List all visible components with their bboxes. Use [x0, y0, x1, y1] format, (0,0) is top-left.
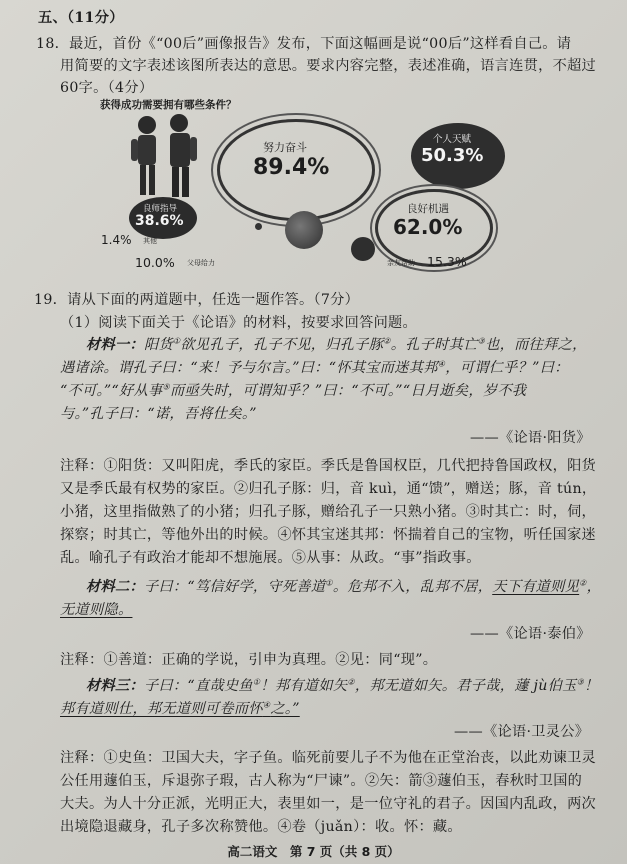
parents-label: 父母给力 — [187, 259, 215, 267]
other-label: 其他 — [143, 237, 157, 245]
friends-bubble — [351, 237, 375, 261]
friends-label: 亲友帮助 — [387, 259, 415, 267]
talent-label: 个人天赋 — [433, 134, 472, 145]
note3-line-1: 注释：①史鱼：卫国大夫，字子鱼。临死前要儿子不为他在正堂治丧，以此劝谏卫灵 — [60, 750, 597, 766]
opportunity-value: 62.0% — [393, 215, 463, 239]
parents-value: 10.0% — [135, 255, 175, 270]
success-conditions-infographic — [95, 97, 515, 275]
m1-line-2: 遇诸涂。谓孔子曰：“来！予与尔言。”曰：“怀其宝而迷其邦④，可谓仁乎？”曰： — [60, 359, 569, 376]
other-dot — [255, 223, 262, 230]
m3-line-2: 邦有道则仕，邦无道则可卷而怀④之。” — [60, 700, 300, 717]
parents-bubble — [285, 211, 323, 249]
infographic-title: 获得成功需要拥有哪些条件？ — [100, 99, 237, 111]
q18-line-2: 用简要的文字表述该图所表达的意思。要求内容完整，表述准确，语言连贯，不超过 — [60, 58, 597, 74]
m2-source: ——《论语·泰伯》 — [470, 626, 591, 642]
q18-line-3: 60字。（4分） — [60, 80, 154, 96]
two-people-illustration — [125, 111, 205, 203]
q18-line-1: 18．最近，首份《“00后”画像报告》发布，下面这幅画是说“00后”这样看自己。请 — [36, 36, 572, 52]
friends-value: 15.3% — [427, 254, 467, 269]
page-footer: 高二语文 第 7 页（共 8 页） — [227, 844, 400, 859]
m1-line-3: “不可。”“好从事⑤而亟失时，可谓知乎？”曰：“不可。”“日月逝矣，岁不我 — [60, 382, 527, 399]
note3-line-2: 公任用蘧伯玉，斥退弥子瑕，古人称为“尸谏”。②矢：箭③蘧伯玉，春秋时卫国的 — [60, 773, 583, 789]
m2-line-1: 材料二：子曰：“笃信好学，守死善道①。危邦不入，乱邦不居，天下有道则见②， — [86, 578, 602, 595]
effort-label: 努力奋斗 — [263, 141, 307, 154]
note2-line-1: 注释：①善道：正确的学说，引申为真理。②见：同“现”。 — [60, 652, 438, 668]
q19-sub1: （1）阅读下面关于《论语》的材料，按要求回答问题。 — [60, 315, 418, 331]
note3-line-3: 大夫。为人十分正派，光明正大，表里如一，是一位守礼的君子。因国内乱政，两次 — [60, 796, 597, 812]
mentor-value: 38.6% — [135, 213, 184, 229]
m1-line-4: 与。”孔子曰：“诺，吾将仕矣。” — [60, 406, 257, 422]
note1-line-2: 又是季氏最有权势的家臣。②归孔子豚：归，音 kuì，通“馈”，赠送；豚，音 tún， — [60, 481, 597, 497]
note1-line-1: 注释：①阳货：又叫阳虎，季氏的家臣。季氏是鲁国权臣，几代把持鲁国政权，阳货 — [60, 458, 597, 474]
section-heading: 五、（11分） — [38, 10, 124, 26]
note1-line-4: 探察；时其亡，等他外出的时候。④怀其宝迷其邦：怀揣着自己的宝物，听任国家迷 — [60, 527, 597, 543]
note3-line-4: 出境隐退藏身，孔子多次称赞他。④卷（juǎn）：收。怀：藏。 — [60, 819, 462, 835]
talent-value: 50.3% — [421, 145, 484, 166]
m3-source: ——《论语·卫灵公》 — [454, 724, 590, 740]
mentor-label: 良师指导 — [143, 204, 178, 214]
note1-line-5: 乱。喻孔子有政治才能却不想施展。⑤从事：从政。“事”指政事。 — [60, 550, 481, 566]
m3-line-1: 材料三：子曰：“直哉史鱼①！邦有道如矢②，邦无道如矢。君子哉，蘧 jù伯玉③！ — [86, 677, 599, 694]
m1-line-1: 材料一：阳货①欲见孔子，孔子不见，归孔子豚②。孔子时其亡③也，而往拜之， — [86, 336, 587, 353]
note1-line-3: 小猪，这里指做熟了的小猪；归孔子豚，赠给孔子一只熟小猪。③时其亡：时，伺， — [60, 504, 597, 520]
q19-intro: 19．请从下面的两道题中，任选一题作答。（7分） — [34, 292, 360, 308]
m1-source: ——《论语·阳货》 — [470, 430, 591, 446]
m2-line-2: 无道则隐。 — [60, 602, 133, 618]
other-value: 1.4% — [101, 233, 132, 247]
effort-value: 89.4% — [253, 155, 330, 180]
opportunity-label: 良好机遇 — [407, 203, 449, 215]
